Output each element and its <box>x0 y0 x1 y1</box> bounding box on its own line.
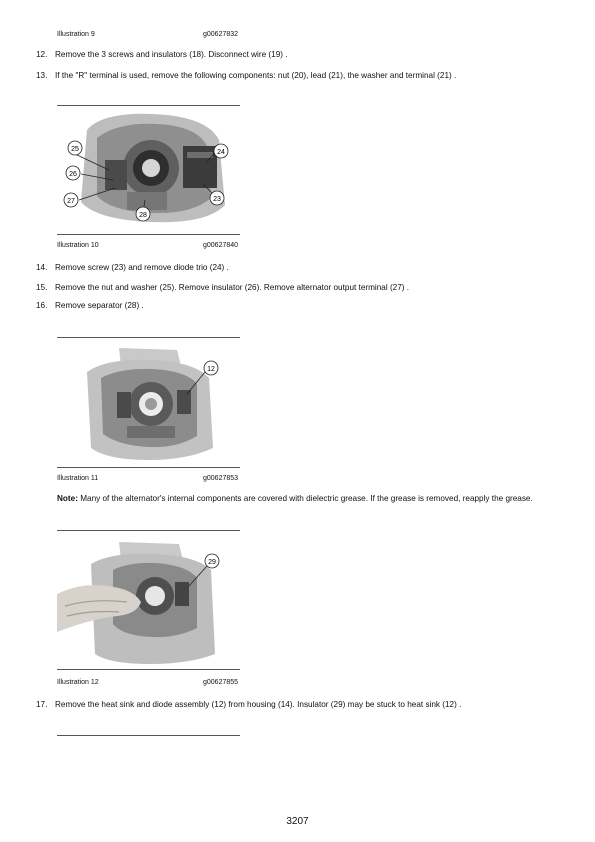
illustration-11-code: g00627853 <box>203 475 239 482</box>
illustration-10-code: g00627840 <box>203 242 239 249</box>
note-label: Note: <box>57 494 78 503</box>
step-number: 17. <box>36 700 48 709</box>
illustration-11-label: Illustration 11 <box>57 475 99 482</box>
svg-text:12: 12 <box>207 366 215 373</box>
step-number: 13. <box>36 71 48 80</box>
page-number: 3207 <box>286 816 309 827</box>
illustration-13-top-rule <box>57 735 240 736</box>
callout-29 <box>205 554 219 568</box>
illustration-11-top-rule <box>57 337 240 338</box>
svg-text:23: 23 <box>213 196 221 203</box>
step-text: Remove the heat sink and diode assembly (12) from housing (14). Insulator (29) may be stuck to heat sink (12) . <box>55 700 462 709</box>
step-text: Remove the nut and washer (25). Remove insulator (26). Remove alternator output terminal (27) . <box>55 283 410 292</box>
step-15 <box>36 283 409 293</box>
step-number: 16. <box>36 301 48 310</box>
svg-text:24: 24 <box>217 149 225 156</box>
step-text: Remove separator (28) . <box>55 301 144 310</box>
illustration-11-bottom-rule <box>57 467 240 468</box>
step-number: 14. <box>36 263 48 272</box>
svg-text:26: 26 <box>69 171 77 178</box>
illustration-10-label: Illustration 10 <box>57 242 99 249</box>
step-13 <box>36 71 456 81</box>
illustration-10-photo <box>57 110 240 228</box>
callout-28 <box>136 207 150 221</box>
step-text: If the "R" terminal is used, remove the following components: nut (20), lead (21), the washer and terminal (21) . <box>55 71 457 80</box>
illustration-10-top-rule <box>57 105 240 106</box>
callout-27 <box>64 193 78 207</box>
svg-text:28: 28 <box>139 212 147 219</box>
illustration-12-top-rule <box>57 530 240 531</box>
step-number: 12. <box>36 50 48 59</box>
illustration-12-code: g00627855 <box>203 679 239 686</box>
illustration-12-label: Illustration 12 <box>57 679 99 686</box>
note-paragraph <box>57 494 557 504</box>
step-text: Remove the 3 screws and insulators (18). Disconnect wire (19) . <box>55 50 288 59</box>
step-number: 15. <box>36 283 48 292</box>
svg-text:29: 29 <box>208 559 216 566</box>
illustration-10-bottom-rule <box>57 234 240 235</box>
callout-23 <box>210 191 224 205</box>
step-16 <box>36 301 144 311</box>
illustration-11-photo <box>57 342 240 462</box>
callout-26 <box>66 166 80 180</box>
callout-24 <box>214 144 228 158</box>
step-14 <box>36 263 229 273</box>
step-text: Remove screw (23) and remove diode trio (24) . <box>55 263 229 272</box>
step-12 <box>36 50 288 60</box>
illustration-12-photo <box>57 536 240 664</box>
svg-text:27: 27 <box>67 198 75 205</box>
callout-25 <box>68 141 82 155</box>
illustration-12-bottom-rule <box>57 669 240 670</box>
step-17 <box>36 700 461 710</box>
illustration-9-code: g00627832 <box>203 31 239 38</box>
callout-12 <box>204 361 218 375</box>
illustration-9-label: Illustration 9 <box>57 31 95 38</box>
svg-text:25: 25 <box>71 146 79 153</box>
note-text: Many of the alternator's internal components are covered with dielectric grease. If the grease is removed, reapply the grease. <box>77 494 533 503</box>
